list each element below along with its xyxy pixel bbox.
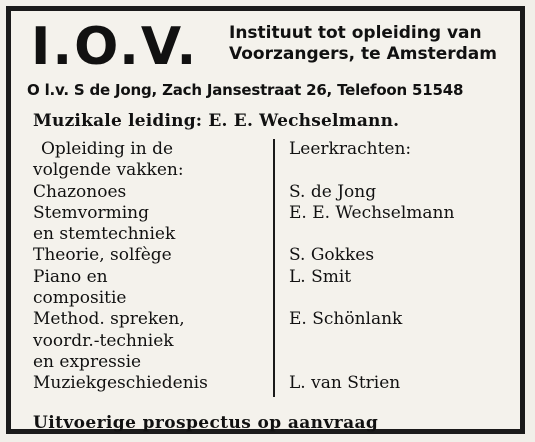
teacher-item — [289, 224, 454, 245]
subject-item: Method. spreken, — [33, 309, 185, 330]
teacher-item: L. van Strien — [289, 373, 401, 394]
teacher-item — [289, 288, 454, 309]
musical-lead: Muzikale leiding: E. E. Wechselmann. — [33, 111, 400, 131]
teacher-item: S. de Jong — [289, 181, 377, 202]
teachers-column — [289, 139, 454, 395]
subject-item: Chazonoes — [33, 181, 127, 202]
subjects-heading-2: volgende vakken: — [33, 160, 184, 181]
subject-item: en expressie — [33, 351, 142, 372]
address-line: O l.v. S de Jong, Zach Jansestraat 26, Telefoon 51548 — [27, 81, 464, 99]
institute-line-2: Voorzangers, te Amsterdam — [229, 44, 497, 64]
subject-item: Theorie, solfège — [33, 245, 172, 266]
advertisement — [6, 6, 525, 434]
subject-item: Muziekgeschiedenis — [33, 373, 208, 394]
teacher-item: E. Schönlank — [289, 309, 403, 330]
teacher-item — [289, 160, 454, 181]
subjects-heading-1: Opleiding in de — [41, 139, 174, 159]
subject-item: en stemtechniek — [33, 224, 176, 245]
column-divider — [273, 139, 275, 397]
teacher-item: L. Smit — [289, 266, 352, 287]
prospectus-footer: Uitvoerige prospectus op aanvraag — [33, 413, 379, 433]
teacher-item — [289, 352, 454, 373]
subject-item: compositie — [33, 288, 127, 309]
teachers-heading: Leerkrachten: — [289, 139, 412, 159]
subject-item: voordr.-techniek — [33, 330, 174, 351]
teacher-item — [289, 331, 454, 352]
logo-text: I.O.V. — [31, 17, 199, 77]
teacher-item: S. Gokkes — [289, 245, 375, 266]
subject-item: Piano en — [33, 266, 108, 287]
institute-line-1: Instituut tot opleiding van — [229, 23, 482, 43]
teacher-item: E. E. Wechselmann — [289, 202, 455, 223]
subject-item: Stemvorming — [33, 202, 150, 223]
institute-name — [229, 23, 519, 65]
subjects-column — [33, 139, 208, 395]
